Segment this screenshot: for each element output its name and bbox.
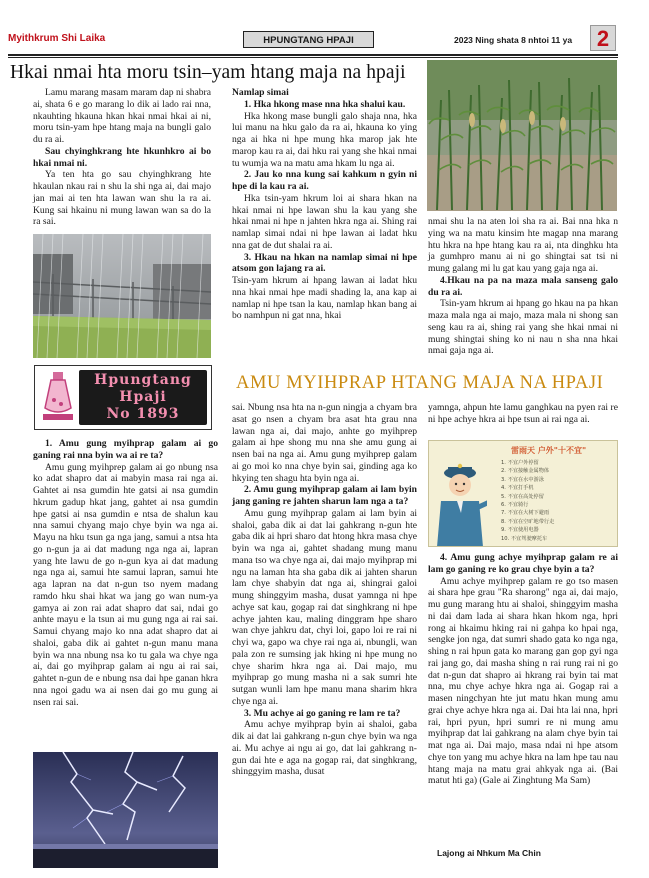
author-credit: Lajong ai Nhkum Ma Chin xyxy=(437,848,541,858)
cornfield-photo xyxy=(427,60,617,211)
subheading: 4. Amu gung achye myihprap galam re ai lam go ganing re ko grau chye byin a ta? xyxy=(428,552,618,575)
page-number: 2 xyxy=(590,25,616,51)
paragraph: Amu gung myihprep galam ai go nbung nsa ko adat shapro dat ai mabyin masa rai nga ai. Gahtet ai nsa gumdin hte gatsi ai nsa gumdin hkrum gadup hkat jang, gahtet ai nsa gumdin hpe gatsi ai nsa gumdin e ntsa de shalun kau nna samui chyang majo chye byin wa nga ai. Mayu na hku tsun ga nga jang, samui a ntsa hta go n-gun ja ai dat madung nga nga ai, lapran yang hte lawu de go n-gun kya ai dat madung nga nga ai, samui hte samui lapran, samui hte aga lapran na dat n-gun tso nyem madang ramdo hku shai hkat wa jang go wan num-ya gamya ai zon rai adat shapro dat sai, ndai go anhte mayu e la tsun ai mu gung nga ai rai sai. Samui chyang majo ko nna adat shapro dat ai shaloi, gaba dik ai gahtet n-gun manu mana byin wa nna nbung nsa ko tu gala wa chye nga ai, dai go myihprap galam ai ngu ai rai sai, gahtet n-gun de e nbung nsa dai hpe ganan hkra nna ngoi gadu wa ai nsen dai go mu gung ai nsen rai sai. xyxy=(33,461,218,708)
article2-title: AMU MYIHPRAP HTANG MAJA NA HPAJI xyxy=(236,373,604,393)
article1-column-2 xyxy=(232,87,417,322)
paragraph: Tsin-yam hkrum ai hpang go hkau na pa hkan maza mala nga ai majo, maza mala ni shong san seng kau ra ai, shing rai yang she hkai nmai ni mung shingtai shing ko ni nau n sha nna hkai nmai gaja nga ai. xyxy=(428,298,618,357)
paragraph: Hka tsin-yam hkrum loi ai shara hkan na hkai nmai ni hpe lawan shu la kau yang she hkai nmai ni hpe n jahten hkra nga ai. Shing rai namlap simai ndai ni hpe lawan ai ladat hku nna gat de dut shalai ra ai. xyxy=(232,192,417,251)
subheading: Sau chyinghkrang hte hkunhkro ai bo hkai nmai ni. xyxy=(33,145,211,169)
badge-line-3: No 1893 xyxy=(106,406,180,422)
subheading: Namlap simai xyxy=(232,87,289,98)
poster-title: 雷雨天 户外"十不宜" xyxy=(511,446,587,455)
safety-poster xyxy=(428,440,618,547)
paragraph: Amu achye myihprap byin ai shaloi, gaba dik ai dat lai gahkrang n-gun chye byin wa nga ai. Mu achye ai ngu ai go, dat lai gahkrang n-gun dai hte e aga na gogap rai, dat singhkrang, shinggyim masha, dusat xyxy=(232,719,417,778)
paragraph: Hka hkong mase bungli galo shaja nna, hka lui manu na hku galo da ra ai, hkauna ko ying nga ai hka ni hpe mung hka marop jak hte marop kau ra ai, dai hku rai yang she hkai nmai tu wumja wa na matu ama hkam lu nga ai. xyxy=(232,110,417,169)
heavy-rain-icon xyxy=(33,234,211,358)
header-rule xyxy=(8,54,618,56)
lightning-storm-icon xyxy=(33,752,218,868)
article2-column-3-top xyxy=(428,402,618,426)
subheading: 4.Hkau na pa na maza mala sanseng galo du ra ai. xyxy=(428,274,618,298)
paragraph: Ya ten hta go sau chyinghkrang hte hkaulan nkau rai n shu la shi nga ai, dai majo jan mai ai ten hta lawan wan shu la ra ai. Kung sai hkainu ni mung lawan wan sa do la ra sai. xyxy=(33,169,211,228)
article2-column-3-bottom xyxy=(428,552,618,787)
paragraph: Amu gung myihprap galam ai lam byin ai shaloi, gaba dik ai dat lai gahkrang n-gun hte gaba dik ai hpri sharo dat htong hkra masa chye byin wa nga ai, gahtet shadang mung manu mana tso wa chye nga ai, dai majo myihprap mi ngu na laman hta sha gaba dik ai jahten sharun lam chye shabyin dat nga ai, shingrai galoi mung shinggyim masha, dusat yamnga ni hpe achye sat kau, gogap rai dat singhkrang ni hpe achye jahten kau, maling dinggram hpe sharo wan chye jahkru dat, chyi loi, gapo loi re rai ni chyi wa, gapo wa chye rai nga ai, nbungli, wan pala zon re sumsing jak hking ni hpe mung no chye sharim hkra nga ai. Dai majo, mu myihprap go mung masha ni a sak sumri hte sutgan wunli lam hpe manu mana sharim hkra chye nga ai. xyxy=(232,507,417,707)
subheading: 1. Amu gung myihprap galam ai go ganing rai nna byin wa ai re ta? xyxy=(33,438,218,461)
cornfield-flood-icon xyxy=(427,60,617,211)
poster-list xyxy=(501,459,613,543)
poster-item: 3. 不宜在水中游泳 xyxy=(501,476,544,483)
poster-item: 5. 不宜在高处停留 xyxy=(501,493,544,500)
poster-item: 6. 不宜骑行 xyxy=(501,502,529,509)
poster-item: 8. 不宜在空旷地带行走 xyxy=(501,518,555,525)
issue-date: 2023 Ning shata 8 nhtoi 11 ya xyxy=(454,35,573,45)
article1-title: Hkai nmai hta moru tsin–yam htang maja na hpaji xyxy=(10,62,406,83)
section-label: HPUNGTANG HPAJI xyxy=(243,31,374,48)
lightning-photo xyxy=(33,752,218,868)
publication-name: Myithkrum Shi Laika xyxy=(8,33,106,44)
science-flask-icon xyxy=(39,370,77,426)
police-officer-icon xyxy=(433,461,487,547)
subheading: 3. Hkau na hkan na namlap simai ni hpe atsom gon lajang ra ai. xyxy=(232,251,417,275)
header-rule-thin xyxy=(8,57,618,58)
poster-item: 10. 不宜驾驶摩托车 xyxy=(501,535,548,542)
paragraph: sai. Nbung nsa hta na n-gun ningja a chyam bra asat go nsen a chyam bra asat hta grau nna lawan nga ai, dai majo, anhte go myihprep galam ai hpe shong mu nna she amu gung ai nsen bai na nga ai. Amu gung myihprep galam ai go moi ko nna chye byin sai, ginding aga ko hkying ten shagu hta byin nga ai. xyxy=(232,402,417,484)
article1-column-1 xyxy=(33,87,211,228)
poster-item: 1. 不宜户外停留 xyxy=(501,460,539,466)
subheading: 2. Amu gung myihprap galam ai lam byin jang ganing re jahten sharun lam nga a ta? xyxy=(232,484,417,507)
paragraph: Amu achye myihprep galam re go tso masen ai shara hpe grau "Ra sharong" nga ai, dai majo, mu gung marang htu ai shaloi, shinggyim masha ni dai dam lada ai shara hkan hkom nga, hpri rong ai hkaimu hking rai ni gahpa ko hpai nga, sengke jon nga, dat sumri shado gata ko nga nga, shing n rai hpun gata ko marang gan gop gyi nga rai jang go, dai masha shing n rai rung rai ni go dat n-gun dat shapro ai hkrang rai byin tai mat nna, mu chye achye hkra nga ai. Gogap rai a masen ningchyan hte jut matu hkan mung amu grai chye achye hkra nga ai. Dai hta lai nna, hpri rai, hpri pyun, hpri sumri re ni mung amu myihprap dat lai gahkrang na alam chye byin tai mat nga ai. Dai majo, masa ndai ni hpe atsom chye ton yang mu achye hkra na lam hpe tau nau htang maja na matu grai ahkyak nga ai. (Bai matut hti ga) (Gale ai Zinghtung Ma Sam) xyxy=(428,575,618,787)
poster-item: 9. 不宜使用电器 xyxy=(501,527,539,534)
paragraph: nmai shu la na aten loi sha ra ai. Bai nna hka n ying wa na matu kinsim hte magap nna marang htu hkra na hpe htang kau ra ai, nta dinghku hta ja gumhpro manu ai ni go shingtai sat tsi ni mung galang mi lu gat kau yang gaja nga ai. xyxy=(428,216,618,274)
article1-column-3 xyxy=(428,216,618,357)
paragraph: Lamu marang masam maram dap ni shabra ai, shata 6 e go marang lo dik ai lado rai nna, nkauhting hkauna hkan hkai nmai hkai ai ni, moru tsin-yam hpe htang maja na bungli galo du ra ai. xyxy=(33,87,211,145)
subheading: 1. Hka hkong mase nna hka shalui kau. xyxy=(244,98,406,110)
subheading: 2. Jau ko nna kung sai kahkum n gyin ni hpe di la kau ra ai. xyxy=(232,169,417,192)
rain-photo xyxy=(33,234,211,358)
paragraph: Tsin-yam hkrum ai hpang lawan ai ladat hku nna hkai nmai hpe madi shading la, ana kap ai namlap ni hpe tsan la kau, namlap hkan bang ai bo namhpun ni gat nna, hkai xyxy=(232,275,417,322)
badge-line-2: Hpaji xyxy=(119,389,167,405)
paragraph: yamnga, ahpun hte lamu ganghkau na pyen rai re ni hpe achye hkra ai hpe tsun ai rai nga ai. xyxy=(428,402,618,425)
poster-item: 2. 不宜接触金属物体 xyxy=(501,468,550,475)
article2-column-1 xyxy=(33,438,218,708)
badge-line-1: Hpungtang xyxy=(94,372,192,388)
poster-item: 7. 不宜在大树下避雨 xyxy=(501,510,550,517)
subheading: 3. Mu achye ai go ganing re lam re ta? xyxy=(244,707,401,719)
article2-column-2 xyxy=(232,402,417,778)
badge-label xyxy=(79,370,207,425)
series-badge xyxy=(34,365,212,430)
poster-item: 4. 不宜打手机 xyxy=(501,485,534,492)
